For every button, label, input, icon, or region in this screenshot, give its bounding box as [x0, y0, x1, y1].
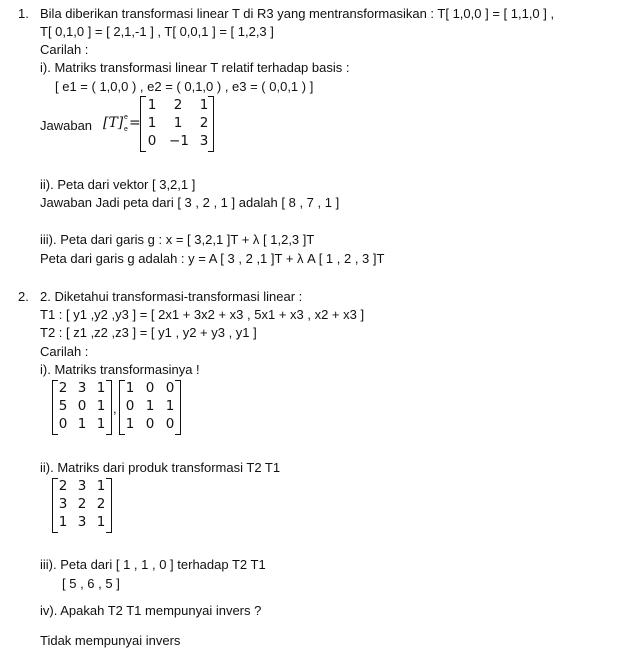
matrix-cell: 3: [58, 496, 68, 512]
q2-part-ii: ii). Matriks dari produk transformasi T2 T1: [40, 460, 281, 475]
q2-matrix-t2: [119, 380, 181, 435]
matrix-cell: 0: [165, 380, 175, 396]
q2-matrix-product: [52, 478, 112, 533]
matrix-cell: 1: [96, 514, 106, 530]
matrix-cell: 2: [58, 380, 68, 396]
q2-statement-line1: 2. Diketahui transformasi-transformasi linear :: [40, 289, 303, 304]
matrix-cell: 1: [145, 398, 155, 414]
q1-transformation-matrix: [140, 96, 214, 152]
matrix-cell: 3: [77, 478, 87, 494]
q2-matrix-t1: [52, 380, 112, 435]
q2-number: 2.: [18, 289, 29, 304]
matrix-cell: 0: [77, 398, 87, 414]
q2-answer-iv: Tidak mempunyai invers: [40, 633, 181, 648]
q2-carilah: Carilah :: [40, 344, 89, 359]
matrix-cell: 5: [58, 398, 68, 414]
q2-answer-iii: [ 5 , 6 , 5 ]: [62, 576, 120, 591]
q1-part-i: i). Matriks transformasi linear T relatif terhadap basis :: [40, 60, 350, 75]
q1-statement-line2: T[ 0,1,0 ] = [ 2,1,-1 ] , T[ 0,0,1 ] = [ 1,2,3 ]: [40, 24, 274, 39]
matrix-cell: 0: [165, 416, 175, 432]
matrix-cell: 1: [125, 416, 135, 432]
q1-carilah: Carilah :: [40, 42, 89, 57]
matrix-cell: 1: [125, 380, 135, 396]
q1-answer-iii: Peta dari garis g adalah : y = A [ 3 , 2 ,1 ]T + λ A [ 1 , 2 , 3 ]T: [40, 251, 385, 266]
matrix-cell: 0: [147, 133, 157, 149]
matrix-cell: 2: [77, 496, 87, 512]
matrix-cell: 1: [173, 115, 183, 131]
matrix-cell: 2: [173, 97, 183, 113]
q1-part-iii: iii). Peta dari garis g : x = [ 3,2,1 ]T + λ [ 1,2,3 ]T: [40, 232, 315, 247]
matrix-cell: 1: [147, 115, 157, 131]
q2-t2-definition: T2 : [ z1 ,z2 ,z3 ] = [ y1 , y2 + y3 , y1 ]: [40, 325, 257, 340]
matrix-cell: 1: [96, 478, 106, 494]
q2-part-iv: iv). Apakah T2 T1 mempunyai invers ?: [40, 603, 262, 618]
matrix-cell: 1: [147, 97, 157, 113]
q1-matrix-subscript: e: [124, 126, 128, 133]
matrix-cell: 1: [165, 398, 175, 414]
q1-matrix-superscript: e: [124, 114, 128, 121]
q1-basis: [ e1 = ( 1,0,0 ) , e2 = ( 0,1,0 ) , e3 = ( 0,0,1 ) ]: [55, 79, 314, 94]
matrix-cell: 2: [96, 496, 106, 512]
matrix-cell: 0: [145, 416, 155, 432]
matrix-cell: 1: [96, 398, 106, 414]
q1-answer-ii: Jawaban Jadi peta dari [ 3 , 2 , 1 ] adalah [ 8 , 7 , 1 ]: [40, 195, 340, 210]
q2-matrix-separator: ,: [113, 401, 117, 416]
matrix-cell: 1: [77, 416, 87, 432]
matrix-cell: 1: [58, 514, 68, 530]
q1-matrix-equals: =: [129, 115, 141, 131]
matrix-cell: 0: [145, 380, 155, 396]
matrix-cell: 1: [96, 416, 106, 432]
matrix-cell: 2: [199, 115, 209, 131]
matrix-cell: 1: [199, 97, 209, 113]
q2-t1-definition: T1 : [ y1 ,y2 ,y3 ] = [ 2x1 + 3x2 + x3 , 5x1 + x3 , x2 + x3 ]: [40, 307, 365, 322]
q1-matrix-symbol: [T]: [103, 115, 124, 131]
matrix-cell: 3: [77, 514, 87, 530]
q1-jawaban-label: Jawaban: [40, 118, 93, 133]
matrix-cell: 3: [199, 133, 209, 149]
q1-statement-line1: Bila diberikan transformasi linear T di R3 yang mentransformasikan : T[ 1,0,0 ] = [ 1,1,0 ] ,: [40, 6, 555, 21]
q2-part-i: i). Matriks transformasinya !: [40, 362, 200, 377]
matrix-cell: 0: [58, 416, 68, 432]
q1-part-ii: ii). Peta dari vektor [ 3,2,1 ]: [40, 177, 196, 192]
matrix-cell: 3: [77, 380, 87, 396]
matrix-cell: 1: [96, 380, 106, 396]
matrix-cell: −1: [169, 133, 189, 149]
q1-number: 1.: [18, 6, 29, 21]
matrix-cell: 2: [58, 478, 68, 494]
q2-part-iii: iii). Peta dari [ 1 , 1 , 0 ] terhadap T2 T1: [40, 557, 266, 572]
matrix-cell: 0: [125, 398, 135, 414]
